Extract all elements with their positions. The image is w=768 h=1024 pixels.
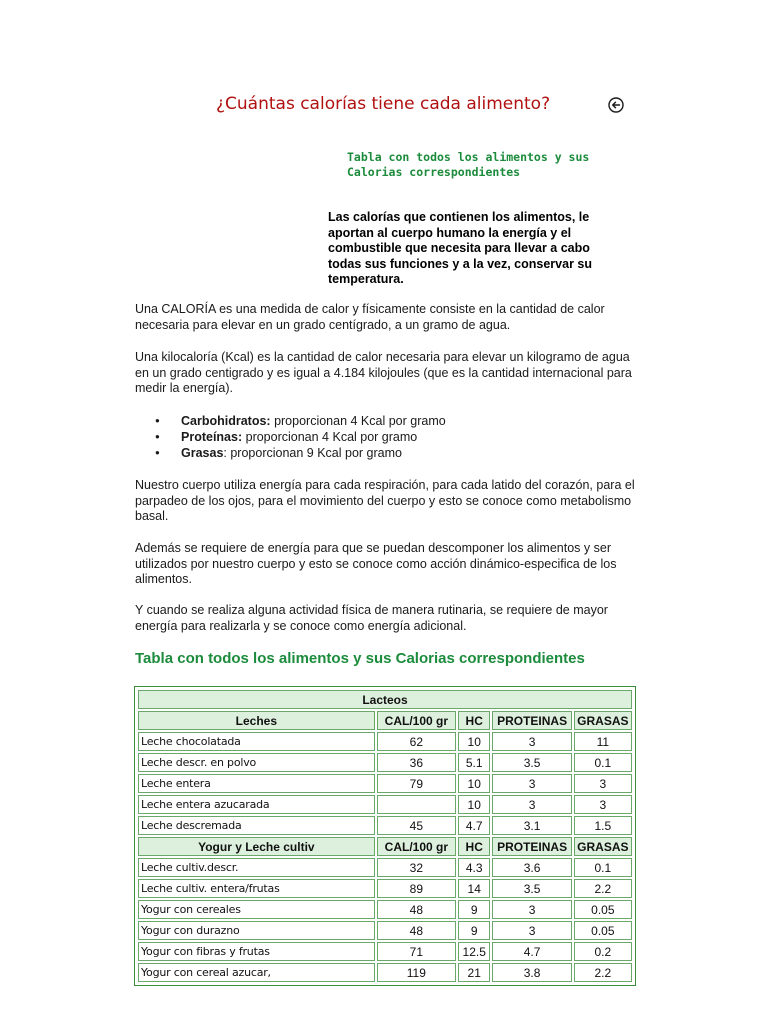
food-name: Yogur con fibras y frutas bbox=[138, 942, 375, 961]
calories-value: 89 bbox=[377, 879, 456, 898]
food-name: Leche cultiv. entera/frutas bbox=[138, 879, 375, 898]
calories-value: 79 bbox=[377, 774, 456, 793]
calories-value: 62 bbox=[377, 732, 456, 751]
column-header: PROTEINAS bbox=[492, 837, 571, 856]
table-header-row bbox=[138, 837, 632, 856]
back-arrow-circle-icon[interactable] bbox=[607, 96, 625, 114]
protein-value: 3 bbox=[492, 921, 571, 940]
list-item bbox=[135, 413, 640, 429]
hc-value: 14 bbox=[458, 879, 491, 898]
table-row bbox=[138, 942, 632, 961]
bullet-text: : proporcionan 9 Kcal por gramo bbox=[223, 446, 402, 460]
protein-value: 3 bbox=[492, 900, 571, 919]
bullet-term: Proteínas: bbox=[181, 430, 243, 444]
hc-value: 10 bbox=[458, 774, 491, 793]
hc-value: 12.5 bbox=[458, 942, 491, 961]
table-row bbox=[138, 774, 632, 793]
fat-value: 2.2 bbox=[574, 879, 632, 898]
hc-value: 5.1 bbox=[458, 753, 491, 772]
protein-value: 3.1 bbox=[492, 816, 571, 835]
hc-value: 21 bbox=[458, 963, 491, 982]
bullet-text: proporcionan 4 Kcal por gramo bbox=[270, 414, 446, 428]
table-row bbox=[138, 816, 632, 835]
calories-table-container bbox=[134, 686, 636, 986]
fat-value: 0.2 bbox=[574, 942, 632, 961]
protein-value: 3 bbox=[492, 732, 571, 751]
toc-link[interactable]: Tabla con todos los alimentos y sus Calorias correspondientes bbox=[347, 150, 590, 179]
fat-value: 0.05 bbox=[574, 900, 632, 919]
calories-value: 48 bbox=[377, 921, 456, 940]
table-group-title: Lacteos bbox=[138, 690, 632, 709]
calories-value: 45 bbox=[377, 816, 456, 835]
fat-value: 3 bbox=[574, 795, 632, 814]
hc-value: 10 bbox=[458, 795, 491, 814]
calories-value: 32 bbox=[377, 858, 456, 877]
list-item bbox=[135, 429, 640, 445]
protein-value: 3.6 bbox=[492, 858, 571, 877]
table-row bbox=[138, 900, 632, 919]
table-row bbox=[138, 921, 632, 940]
food-name: Leche chocolatada bbox=[138, 732, 375, 751]
column-header: CAL/100 gr bbox=[377, 711, 456, 730]
protein-value: 3.8 bbox=[492, 963, 571, 982]
calories-table bbox=[136, 688, 634, 984]
protein-value: 4.7 bbox=[492, 942, 571, 961]
table-group-row bbox=[138, 690, 632, 709]
fat-value: 0.1 bbox=[574, 858, 632, 877]
intro-bold-text: Las calorías que contienen los alimentos, le aportan al cuerpo humano la energía y el combustible que necesita para llevar a cabo todas sus funciones y a la vez, conservar su temperatura. bbox=[328, 210, 592, 286]
table-row bbox=[138, 732, 632, 751]
food-name: Leche entera azucarada bbox=[138, 795, 375, 814]
table-row bbox=[138, 795, 632, 814]
protein-value: 3 bbox=[492, 774, 571, 793]
table-row bbox=[138, 858, 632, 877]
fat-value: 1.5 bbox=[574, 816, 632, 835]
protein-value: 3.5 bbox=[492, 753, 571, 772]
fat-value: 0.1 bbox=[574, 753, 632, 772]
protein-value: 3.5 bbox=[492, 879, 571, 898]
table-row bbox=[138, 879, 632, 898]
calories-value: 48 bbox=[377, 900, 456, 919]
table-header-row bbox=[138, 711, 632, 730]
column-header: CAL/100 gr bbox=[377, 837, 456, 856]
page-title: ¿Cuántas calorías tiene cada alimento? bbox=[216, 94, 551, 114]
food-name: Leche descr. en polvo bbox=[138, 753, 375, 772]
bullet-term: Grasas bbox=[181, 446, 224, 460]
column-header: Yogur y Leche cultiv bbox=[138, 837, 375, 856]
column-header: PROTEINAS bbox=[492, 711, 571, 730]
nutrient-bullet-list bbox=[135, 413, 640, 461]
food-name: Yogur con cereal azucar, bbox=[138, 963, 375, 982]
food-name: Leche descremada bbox=[138, 816, 375, 835]
calories-value bbox=[377, 795, 456, 814]
protein-value: 3 bbox=[492, 795, 571, 814]
column-header: HC bbox=[458, 837, 491, 856]
hc-value: 9 bbox=[458, 900, 491, 919]
column-header: Leches bbox=[138, 711, 375, 730]
food-name: Yogur con durazno bbox=[138, 921, 375, 940]
paragraph-kilocaloria: Una kilocaloría (Kcal) es la cantidad de calor necesaria para elevar un kilogramo de agua en un grado centigrado y es igual a 4.184 kilojoules (que es la cantidad internacional para medir la energía). bbox=[135, 350, 632, 395]
fat-value: 2.2 bbox=[574, 963, 632, 982]
column-header: GRASAS bbox=[574, 837, 632, 856]
paragraph-accion-dinamica: Además se requiere de energía para que se puedan descomponer los alimentos y ser utilizados por nuestro cuerpo y esto se conoce como acción dinámico-especifica de los alimentos. bbox=[135, 541, 617, 586]
paragraph-caloria: Una CALORÍA es una medida de calor y físicamente consiste en la cantidad de calor necesaria para elevar en un grado centígrado, a un gramo de agua. bbox=[135, 302, 605, 332]
hc-value: 9 bbox=[458, 921, 491, 940]
bullet-term: Carbohidratos: bbox=[181, 414, 271, 428]
hc-value: 4.3 bbox=[458, 858, 491, 877]
section-heading: Tabla con todos los alimentos y sus Calorias correspondientes bbox=[135, 650, 585, 667]
fat-value: 11 bbox=[574, 732, 632, 751]
calories-value: 36 bbox=[377, 753, 456, 772]
hc-value: 4.7 bbox=[458, 816, 491, 835]
food-name: Leche entera bbox=[138, 774, 375, 793]
table-row bbox=[138, 963, 632, 982]
list-item bbox=[135, 445, 640, 461]
food-name: Leche cultiv.descr. bbox=[138, 858, 375, 877]
food-name: Yogur con cereales bbox=[138, 900, 375, 919]
paragraph-energia-adicional: Y cuando se realiza alguna actividad física de manera rutinaria, se requiere de mayor energía para realizarla y se conoce como energía adicional. bbox=[135, 603, 608, 633]
fat-value: 3 bbox=[574, 774, 632, 793]
column-header: GRASAS bbox=[574, 711, 632, 730]
paragraph-metabolismo: Nuestro cuerpo utiliza energía para cada respiración, para cada latido del corazón, para el parpadeo de los ojos, para el movimiento del cuerpo y esto se conoce como metabolismo basal. bbox=[135, 478, 635, 523]
fat-value: 0.05 bbox=[574, 921, 632, 940]
hc-value: 10 bbox=[458, 732, 491, 751]
calories-value: 71 bbox=[377, 942, 456, 961]
bullet-text: proporcionan 4 Kcal por gramo bbox=[242, 430, 418, 444]
table-row bbox=[138, 753, 632, 772]
calories-value: 119 bbox=[377, 963, 456, 982]
calories-table-body bbox=[138, 690, 632, 982]
column-header: HC bbox=[458, 711, 491, 730]
